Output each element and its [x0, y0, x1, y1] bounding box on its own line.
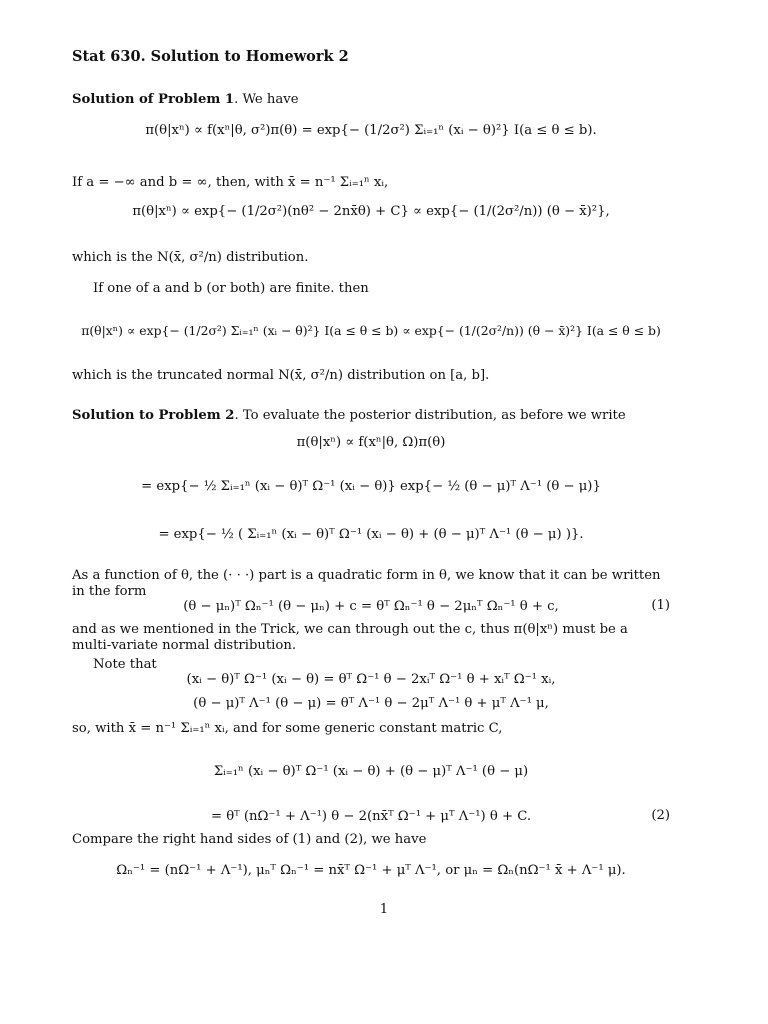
problem2-line-5: Compare the right hand sides of (1) and (2), we have	[72, 832, 427, 847]
problem2-equation-9: Ωₙ⁻¹ = (nΩ⁻¹ + Λ⁻¹), μₙᵀ Ωₙ⁻¹ = nx̄ᵀ Ω⁻¹ + μᵀ Λ⁻¹, or μₙ = Ωₙ(nΩ⁻¹ x̄ + Λ⁻¹ μ).	[116, 863, 626, 878]
problem1-intro-text: . We have	[234, 92, 299, 107]
problem1-line-2: If a = −∞ and b = ∞, then, with x̄ = n⁻¹ Σᵢ₌₁ⁿ xᵢ,	[72, 175, 389, 190]
problem2-equation-5: (xᵢ − θ)ᵀ Ω⁻¹ (xᵢ − θ) = θᵀ Ω⁻¹ θ − 2xᵢᵀ Ω⁻¹ θ + xᵢᵀ Ω⁻¹ xᵢ,	[186, 672, 556, 687]
problem2-equation-7: Σᵢ₌₁ⁿ (xᵢ − θ)ᵀ Ω⁻¹ (xᵢ − θ) + (θ − μ)ᵀ Λ⁻¹ (θ − μ)	[213, 764, 529, 779]
problem1-equation-3: π(θ|xⁿ) ∝ exp{− (1/2σ²) Σᵢ₌₁ⁿ (xᵢ − θ)²} I(a ≤ θ ≤ b) ∝ exp{− (1/(2σ²/n)) (θ − x̄)²} I(a ≤ θ ≤ b)	[81, 323, 661, 338]
problem1-equation-2: π(θ|xⁿ) ∝ exp{− (1/2σ²)(nθ² − 2nx̄θ) + C} ∝ exp{− (1/(2σ²/n)) (θ − x̄)²},	[132, 204, 610, 219]
problem2-line-2: and as we mentioned in the Trick, we can through out the c, thus π(θ|xⁿ) must be a multi-variate normal distribution.	[72, 622, 628, 653]
problem2-equation-8: = θᵀ (nΩ⁻¹ + Λ⁻¹) θ − 2(nx̄ᵀ Ω⁻¹ + μᵀ Λ⁻¹) θ + C.	[210, 809, 532, 824]
equation-number-1: (1)	[651, 598, 670, 613]
problem2-line-4: so, with x̄ = n⁻¹ Σᵢ₌₁ⁿ xᵢ, and for some generic constant matric C,	[72, 721, 503, 736]
problem2-equation-6: (θ − μ)ᵀ Λ⁻¹ (θ − μ) = θᵀ Λ⁻¹ θ − 2μᵀ Λ⁻¹ θ + μᵀ Λ⁻¹ μ,	[193, 696, 549, 711]
problem1-line-3: which is the N(x̄, σ²/n) distribution.	[72, 250, 309, 265]
page-number: 1	[379, 902, 389, 917]
problem1-line-4: If one of a and b (or both) are finite. then	[93, 281, 369, 296]
problem2-line-1: As a function of θ, the (· · ·) part is a quadratic form in θ, we know that it can be written in the form	[72, 568, 661, 599]
problem1-line-5: which is the truncated normal N(x̄, σ²/n) distribution on [a, b].	[72, 368, 490, 383]
problem2-intro-text: . To evaluate the posterior distribution, as before we write	[234, 408, 626, 423]
problem1-equation-1: π(θ|xⁿ) ∝ f(xⁿ|θ, σ²)π(θ) = exp{− (1/2σ²) Σᵢ₌₁ⁿ (xᵢ − θ)²} I(a ≤ θ ≤ b).	[145, 123, 597, 138]
problem1-intro	[72, 92, 670, 108]
problem2-equation-4: (θ − μₙ)ᵀ Ωₙ⁻¹ (θ − μₙ) + c = θᵀ Ωₙ⁻¹ θ − 2μₙᵀ Ωₙ⁻¹ θ + c,	[183, 599, 559, 614]
problem1-heading: Solution of Problem 1	[72, 92, 235, 107]
problem2-equation-1: π(θ|xⁿ) ∝ f(xⁿ|θ, Ω)π(θ)	[296, 435, 446, 450]
problem2-heading: Solution to Problem 2	[72, 408, 235, 423]
problem2-equation-2: = exp{− ½ Σᵢ₌₁ⁿ (xᵢ − θ)ᵀ Ω⁻¹ (xᵢ − θ)} exp{− ½ (θ − μ)ᵀ Λ⁻¹ (θ − μ)}	[141, 479, 601, 494]
problem2-line-3: Note that	[93, 657, 157, 672]
equation-number-2: (2)	[651, 808, 670, 823]
page-title: Stat 630. Solution to Homework 2	[72, 48, 349, 65]
problem2-intro	[72, 408, 670, 424]
problem2-equation-3: = exp{− ½ ( Σᵢ₌₁ⁿ (xᵢ − θ)ᵀ Ω⁻¹ (xᵢ − θ) + (θ − μ)ᵀ Λ⁻¹ (θ − μ) )}.	[158, 527, 584, 542]
